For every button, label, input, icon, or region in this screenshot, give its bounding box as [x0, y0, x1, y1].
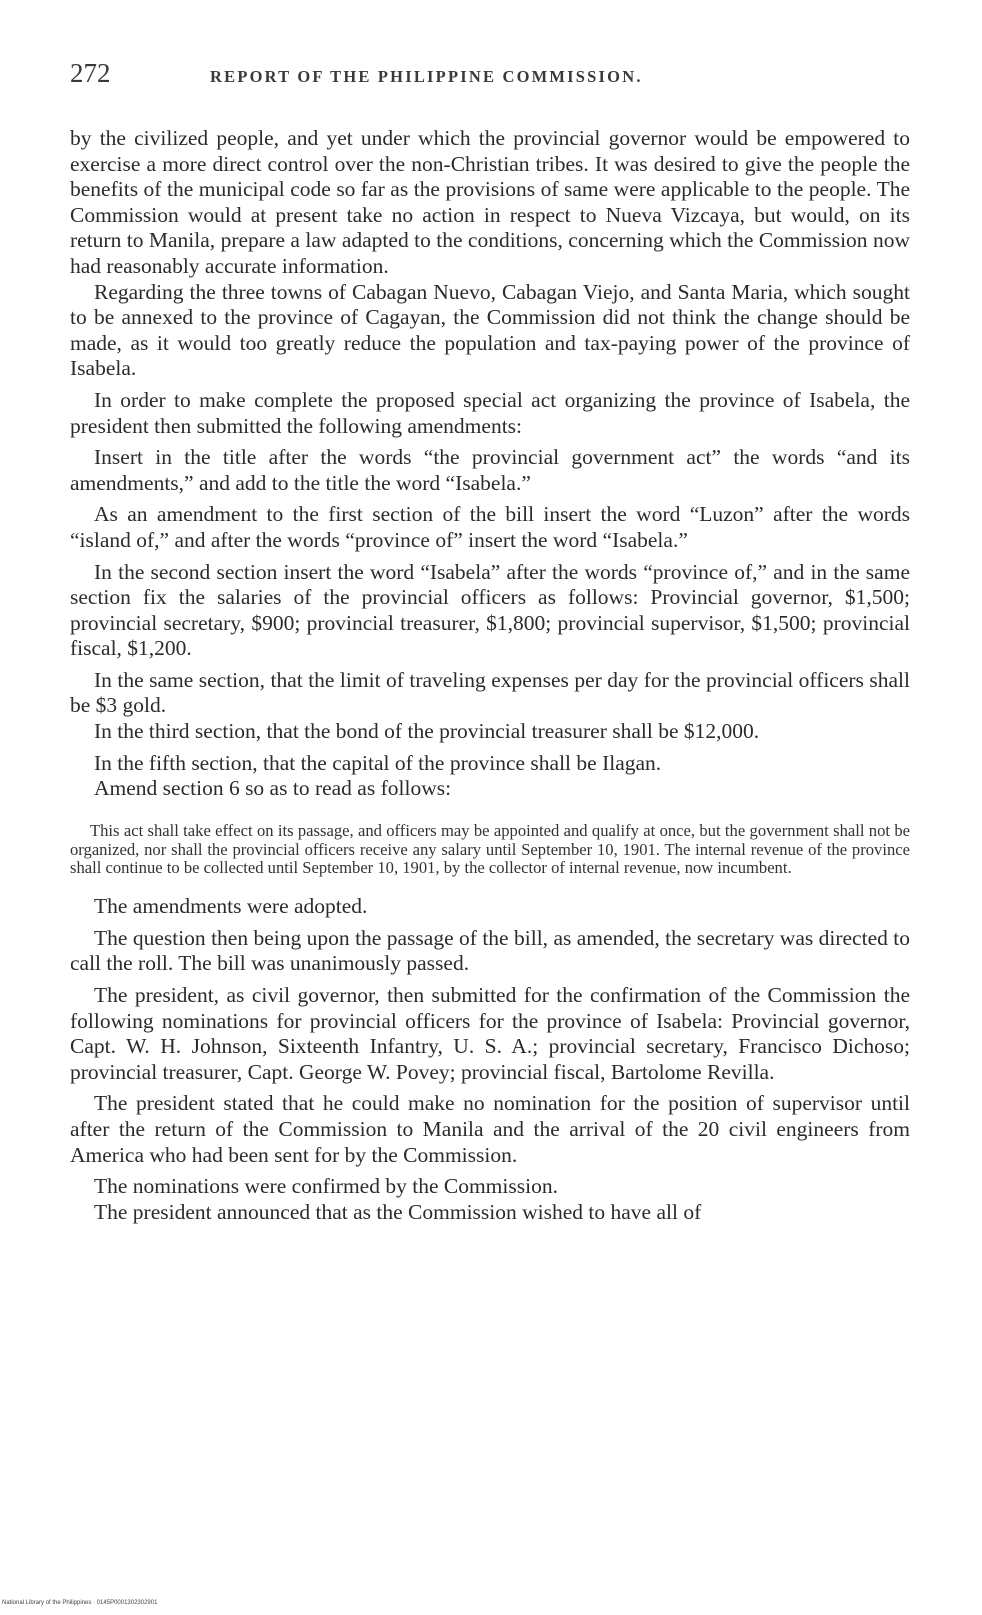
scan-footer: National Library of the Philippines · 0145P0001302302901 — [2, 1600, 158, 1606]
paragraph: by the civilized people, and yet under which the provincial governor would be empowered to exercise a more direct control over the non-Christian tribes. It was desired to give the people the benefits of the municipal code so far as the provisions of same were applicable to the people. The Commission would at present take no action in respect to Nueva Vizcaya, but would, on its return to Manila, prepare a law adapted to the conditions, concerning which the Commission now had reasonably accurate information. — [70, 126, 910, 278]
running-head: REPORT OF THE PHILIPPINE COMMISSION. — [210, 67, 643, 86]
paragraph: The president announced that as the Commission wished to have all of — [94, 1199, 702, 1224]
paragraph: The nominations were confirmed by the Commission. — [94, 1174, 558, 1199]
paragraph: The amendments were adopted. — [94, 894, 368, 919]
paragraph: Insert in the title after the words “the provincial government act” the words “and its amendments,” and add to the title the word “Isabela.” — [70, 445, 910, 495]
paragraph: The question then being upon the passage of the bill, as amended, the secretary was directed to call the roll. The bill was unanimously passed. — [70, 925, 910, 976]
body-text — [70, 126, 910, 1225]
paragraph: As an amendment to the first section of the bill insert the word “Luzon” after the words “island of,” and after the words “province of” insert the word “Isabela.” — [70, 502, 910, 552]
paragraph: In the second section insert the word “Isabela” after the words “province of,” and in the same section fix the salaries of the provincial officers as follows: Provincial governor, $1,500; provincial secretary, $900; provincial treasurer, $1,800; provincial supervisor, $1,500; provincial fiscal, $1,200. — [70, 559, 910, 661]
paragraph: The president, as civil governor, then submitted for the confirmation of the Commission the following nominations for provincial officers for the province of Isabela: Provincial governor, Capt. W. H. Johnson, Sixteenth Infantry, U. S. A.; provincial secretary, Francisco Dichoso; provincial treasurer, Capt. George W. Povey; provincial fiscal, Bartolome Revilla. — [70, 983, 910, 1084]
paragraph: Regarding the three towns of Cabagan Nuevo, Cabagan Viejo, and Santa Maria, which sought to be annexed to the province of Cagayan, the Commission did not think the change should be made, as it would too greatly reduce the population and tax-paying power of the province of Isabela. — [70, 279, 910, 381]
page-number: 272 — [70, 58, 111, 88]
paragraph: In the same section, that the limit of traveling expenses per day for the provincial officers shall be $3 gold. — [70, 667, 910, 718]
paragraph: In the fifth section, that the capital of the province shall be Ilagan. — [94, 750, 662, 775]
paragraph: Amend section 6 so as to read as follows: — [94, 776, 452, 801]
quoted-text: This act shall take effect on its passage, and officers may be appointed and qualify at once, but the government shall not be organized, nor shall the provincial officers receive any salary until September 10, 1901. The internal revenue of the province shall continue to be collected until September 10, 1901, by the collector of internal revenue, now incumbent. — [70, 820, 910, 878]
paragraph: In order to make complete the proposed special act organizing the province of Isabela, the president then submitted the following amendments: — [70, 387, 910, 438]
paragraph: The president stated that he could make no nomination for the position of supervisor until after the return of the Commission to Manila and the arrival of the 20 civil engineers from America who had been sent for by the Commission. — [70, 1091, 910, 1167]
quoted-section — [70, 822, 910, 878]
document-page — [70, 58, 910, 1225]
page-header — [70, 58, 910, 90]
paragraph: In the third section, that the bond of the provincial treasurer shall be $12,000. — [94, 719, 760, 744]
